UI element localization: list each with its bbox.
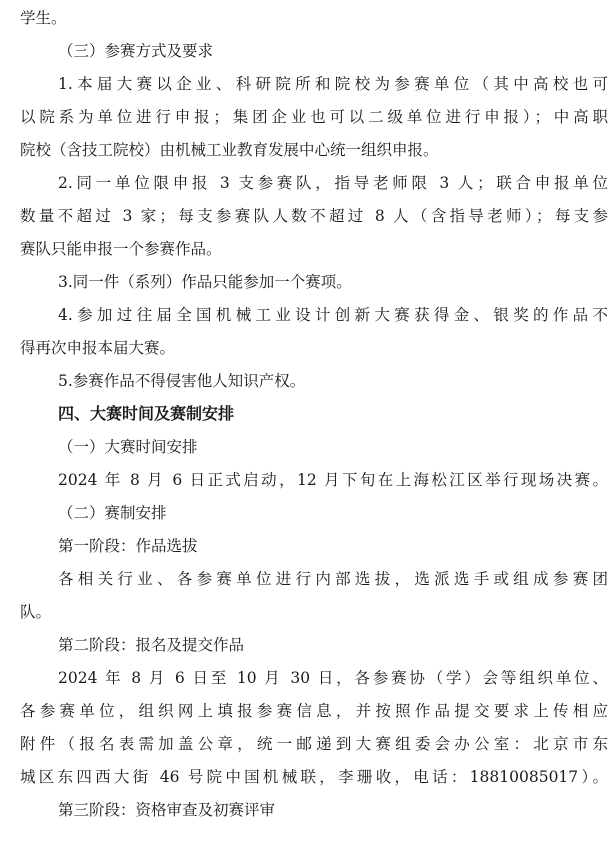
text-line: 2024 年 8 月 6 日正式启动，12 月下旬在上海松江区举行现场决赛。 — [58, 471, 608, 489]
text-line: 2.同一单位限申报 3 支参赛队，指导老师限 3 人；联合申报单位 — [58, 174, 608, 192]
text-line: 赛队只能申报一个参赛作品。 — [20, 240, 222, 258]
stage-title: 第三阶段：资格审查及初赛评审 — [58, 801, 276, 819]
text-line: 以院系为单位进行申报；集团企业也可以二级单位进行申报）；中高职 — [20, 108, 608, 126]
section-heading: 四、大赛时间及赛制安排 — [58, 404, 235, 423]
section-subheading: （一）大赛时间安排 — [58, 438, 198, 456]
text-line: 3.同一件（系列）作品只能参加一个赛项。 — [58, 273, 352, 291]
stage-title: 第一阶段：作品选拔 — [58, 537, 198, 555]
text-line: 队。 — [20, 603, 52, 621]
section-subheading: （三）参赛方式及要求 — [58, 42, 214, 60]
text-line: 各参赛单位，组织网上填报参赛信息，并按照作品提交要求上传相应 — [20, 702, 608, 720]
text-line: 2024 年 8 月 6 日至 10 月 30 日，各参赛协（学）会等组织单位、 — [58, 669, 608, 687]
text-line: 得再次申报本届大赛。 — [20, 339, 176, 357]
section-subheading: （二）赛制安排 — [58, 504, 167, 522]
stage-title: 第二阶段：报名及提交作品 — [58, 636, 245, 654]
text-line: 5.参赛作品不得侵害他人知识产权。 — [58, 372, 306, 390]
text-line: 数量不超过 3 家；每支参赛队人数不超过 8 人（含指导老师）；每支参 — [20, 207, 608, 225]
text-line: 1.本届大赛以企业、科研院所和院校为参赛单位（其中高校也可 — [58, 75, 608, 93]
text-line: 城区东四西大街 46 号院中国机械联，李珊收，电话：18810085017）。 — [20, 768, 608, 786]
text-line: 各相关行业、各参赛单位进行内部选拔，选派选手或组成参赛团 — [58, 570, 608, 588]
text-line: 附件（报名表需加盖公章，统一邮递到大赛组委会办公室：北京市东 — [20, 735, 608, 753]
text-line: 院校（含技工院校）由机械工业教育发展中心统一组织申报。 — [20, 141, 439, 159]
text-line: 4.参加过往届全国机械工业设计创新大赛获得金、银奖的作品不 — [58, 306, 608, 324]
text-line: 学生。 — [20, 9, 67, 27]
